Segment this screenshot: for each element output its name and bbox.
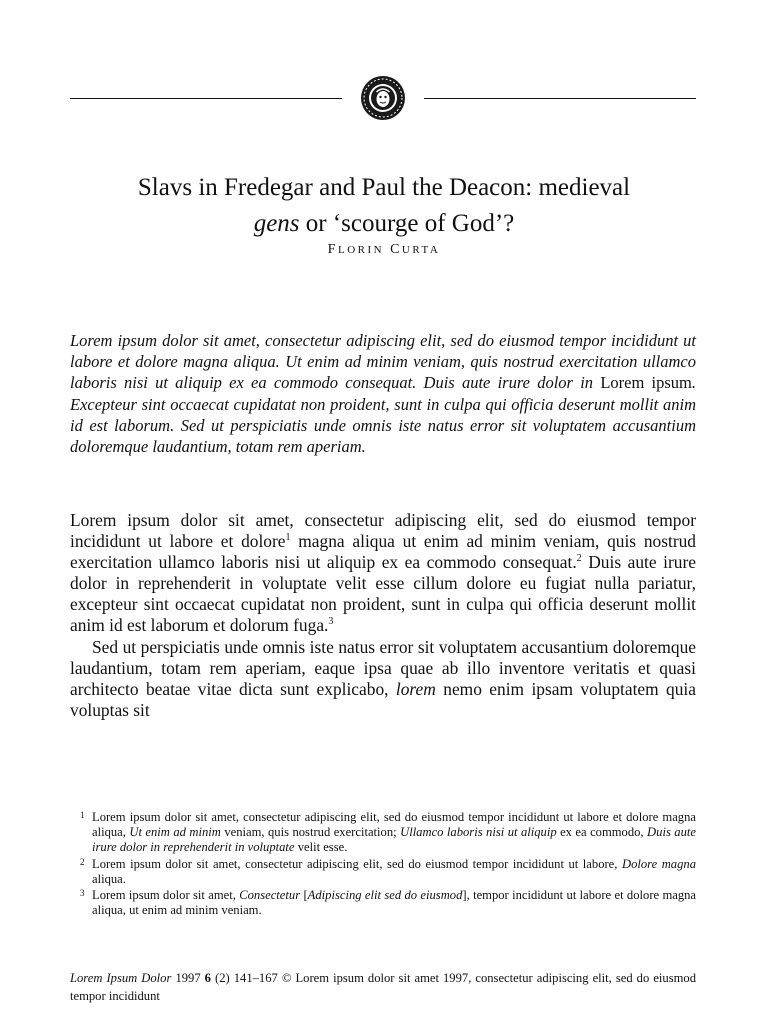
footnote-1-text-3: ex ea commodo, [560, 825, 644, 840]
footer-publisher-info: (2) 141–167 © Lorem ipsum dolor sit amet 1997, consectetur adipiscing elit, sed do eiusmod tempor incididunt [70, 971, 696, 1003]
paragraph-2-text-a: Sed ut perspiciatis unde omnis iste natus error sit voluptatem accusantium doloremque laudantium, totam rem aperiam, eaque ipsa quae ab illo inventore veritatis et quasi architecto beatae vitae dicta sunt explicabo, [70, 636, 696, 699]
footnote-1-text-2: veniam, quis nostrud exercitation; [224, 825, 397, 840]
footnote-1-italic-2: Ullamco laboris nisi ut aliquip [400, 825, 557, 840]
footnote-2-text-2: aliqua. [92, 871, 126, 886]
title-line-2 [60, 206, 708, 242]
paragraph-1-text-a: Lorem ipsum dolor sit amet, consectetur adipiscing elit, sed do eiusmod tempor incididunt ut labore et dolore [70, 510, 696, 552]
journal-footer [70, 970, 696, 1005]
footnote-number: 2 [80, 856, 85, 867]
footer-year: 1997 [175, 971, 201, 985]
footnote-1 [70, 810, 696, 856]
footnote-number: 3 [80, 888, 85, 899]
paragraph-2-text-b: nemo enim ipsam voluptatem quia voluptas sit [70, 678, 696, 720]
paragraph-1 [70, 510, 696, 637]
footer-journal-name: Lorem Ipsum Dolor [70, 971, 172, 985]
title-line-2-rest: or ‘scourge of God’? [305, 210, 515, 237]
paragraph-2 [70, 637, 696, 721]
footnote-ref-2[interactable]: 2 [576, 553, 582, 565]
footnote-3-text-1: Lorem ipsum dolor sit amet, [92, 888, 236, 903]
paragraph-1-text-c: Duis aute irure dolor in reprehenderit in voluptate velit esse cillum dolore eu fugiat nulla pariatur, excepteur sint occaecat cupidatat non proident, sunt in culpa qui officia deserunt mollit anim id est laborum et dolorum fuga. [70, 552, 696, 636]
footnote-1-text-1: Lorem ipsum dolor sit amet, consectetur adipiscing elit, sed do eiusmod tempor incididunt ut labore et dolore magna aliqua, [92, 810, 696, 840]
footnote-1-italic-1: Ut enim ad minim [129, 825, 221, 840]
footer-volume: 6 [204, 971, 211, 985]
abstract-text-1: Lorem ipsum dolor sit amet, consectetur adipiscing elit, sed do eiusmod tempor incididunt ut labore et dolore magna aliqua. Ut enim ad minim veniam, quis nostrud exercitation ullamco laboris nisi ut aliquip ex ea commodo consequat. Duis aute irure dolor in [70, 331, 696, 393]
title-italic-term: gens [253, 210, 300, 237]
paragraph-2-italic: lorem [395, 678, 436, 699]
footnote-ref-1[interactable]: 1 [285, 532, 291, 544]
footnote-2-text-1: Lorem ipsum dolor sit amet, consectetur adipiscing elit, sed do eiusmod tempor incididunt ut labore, [92, 856, 618, 871]
author-last-initial: C [390, 242, 402, 257]
medallion-emblem-icon [359, 74, 407, 122]
abstract-roman-term: Lorem ipsum [600, 373, 692, 393]
header-rule-left [70, 98, 342, 99]
paragraph-1-text-b: magna aliqua ut enim ad minim veniam, quis nostrud exercitation ullamco laboris nisi ut aliquip ex ea commodo consequat. [70, 531, 697, 573]
footnote-1-text-4: velit esse. [297, 840, 348, 855]
footnote-number: 1 [80, 810, 85, 820]
body-text [70, 510, 696, 721]
article-title [60, 170, 708, 242]
header-ornament [70, 72, 696, 124]
footnote-3-text-2: [ [303, 888, 308, 903]
footnote-3-text-3: ], tempor incididunt ut labore et dolore magna aliqua, ut enim ad minim veniam. [92, 888, 697, 918]
abstract-text-2: . Excepteur sint occaecat cupidatat non proident, sunt in culpa qui officia deserunt mollit anim id est laborum. Sed ut perspiciatis unde omnis iste natus error sit voluptatem accusantium doloremque laudantium, totam rem aperiam. [70, 373, 697, 457]
abstract [70, 330, 696, 457]
author-first-rest: LORIN [337, 244, 385, 256]
header-rule-right [424, 98, 696, 99]
footnote-3-italic-1: Consectetur [239, 888, 301, 903]
footnote-3-italic-2: Adipiscing elit sed do eiusmod [307, 888, 463, 903]
author-first-initial: F [327, 242, 338, 257]
author-byline [60, 242, 708, 258]
author-last-rest: URTA [401, 244, 441, 256]
footnote-1-italic-3: Duis aute irure dolor in reprehenderit in voluptate [92, 825, 696, 855]
footnote-3 [70, 888, 696, 918]
footnote-2 [70, 857, 696, 887]
footnote-ref-3[interactable]: 3 [328, 616, 334, 628]
footnote-2-italic-1: Dolore magna [621, 856, 696, 871]
footnotes [70, 810, 696, 919]
title-line-1: Slavs in Fredegar and Paul the Deacon: medieval [137, 174, 631, 201]
